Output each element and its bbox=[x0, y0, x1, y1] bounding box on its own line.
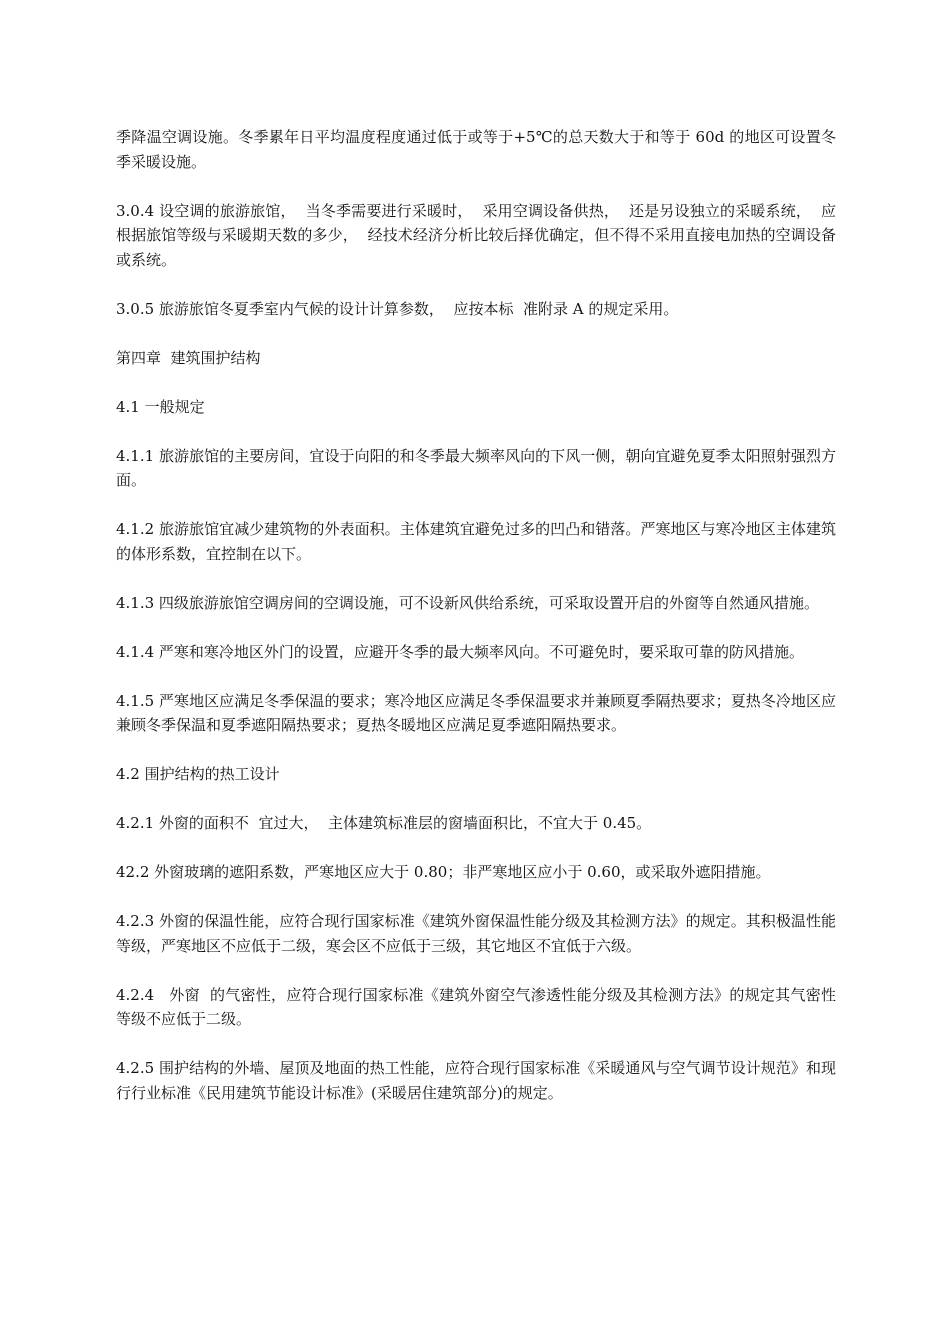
clause-4-2-5: 4.2.5 围护结构的外墙、屋顶及地面的热工性能，应符合现行国家标准《采暖通风与空气调节设计规范》和现行行业标准《民用建筑节能设计标准》(采暖居住建筑部分)的规定。 bbox=[116, 1059, 836, 1102]
section-heading-4-2: 4.2 围护结构的热工设计 bbox=[116, 765, 280, 783]
section-heading-4-1: 4.1 一般规定 bbox=[116, 397, 205, 416]
clause-4-2-2: 42.2 外窗玻璃的遮阳系数，严寒地区应大于 0.80；非严寒地区应小于 0.60，或采取外遮阳措施。 bbox=[116, 863, 771, 881]
clause-3-0-5: 3.0.5 旅游旅馆冬夏季室内气候的设计计算参数， 应按本标 准附录 A 的规定采用。 bbox=[116, 299, 679, 318]
chapter-heading: 第四章 建筑围护结构 bbox=[116, 348, 261, 367]
clause-4-2-3: 4.2.3 外窗的保温性能，应符合现行国家标准《建筑外窗保温性能分级及其检测方法》的规定。其积极温性能等级，严寒地区不应低于二级，寒会区不应低于三级，其它地区不宜低于六级。 bbox=[116, 912, 836, 955]
clause-4-1-4: 4.1.4 严寒和寒冷地区外门的设置，应避开冬季的最大频率风向。不可避免时，要采取可靠的防风措施。 bbox=[116, 642, 804, 661]
clause-4-1-1: 4.1.1 旅游旅馆的主要房间，宜设于向阳的和冬季最大频率风向的下风一侧，朝向宜避免夏季太阳照射强烈方面。 bbox=[116, 446, 836, 489]
paragraph-winter-heating-intro: 季降温空调设施。冬季累年日平均温度程度通过低于或等于+5℃的总天数大于和等于 60d 的地区可设置冬季采暖设施。 bbox=[116, 128, 836, 171]
clause-4-1-2: 4.1.2 旅游旅馆宜减少建筑物的外表面积。主体建筑宜避免过多的凹凸和错落。严寒地区与寒冷地区主体建筑的体形系数，宜控制在以下。 bbox=[116, 520, 836, 563]
clause-4-1-3: 4.1.3 四级旅游旅馆空调房间的空调设施，可不设新风供给系统，可采取设置开启的外窗等自然通风措施。 bbox=[116, 593, 819, 612]
clause-4-1-5: 4.1.5 严寒地区应满足冬季保温的要求；寒冷地区应满足冬季保温要求并兼顾夏季隔热要求；夏热冬冷地区应兼顾冬季保温和夏季遮阳隔热要求；夏热冬暖地区应满足夏季遮阳隔热要求。 bbox=[116, 691, 836, 734]
document-page bbox=[116, 125, 836, 1130]
clause-3-0-4: 3.0.4 设空调的旅游旅馆， 当冬季需要进行采暖时， 采用空调设备供热， 还是另设独立的采暖系统， 应根据旅馆等级与采暖期天数的多少， 经技术经济分析比较后择优确定，但不得不采用直接电加热的空调设备或系统。 bbox=[116, 201, 836, 269]
clause-4-2-4: 4.2.4 外窗 的气密性，应符合现行国家标准《建筑外窗空气渗透性能分级及其检测方法》的规定其气密性等级不应低于二级。 bbox=[116, 985, 836, 1028]
clause-4-2-1: 4.2.1 外窗的面积不 宜过大， 主体建筑标准层的窗墙面积比，不宜大于 0.45。 bbox=[116, 814, 652, 832]
